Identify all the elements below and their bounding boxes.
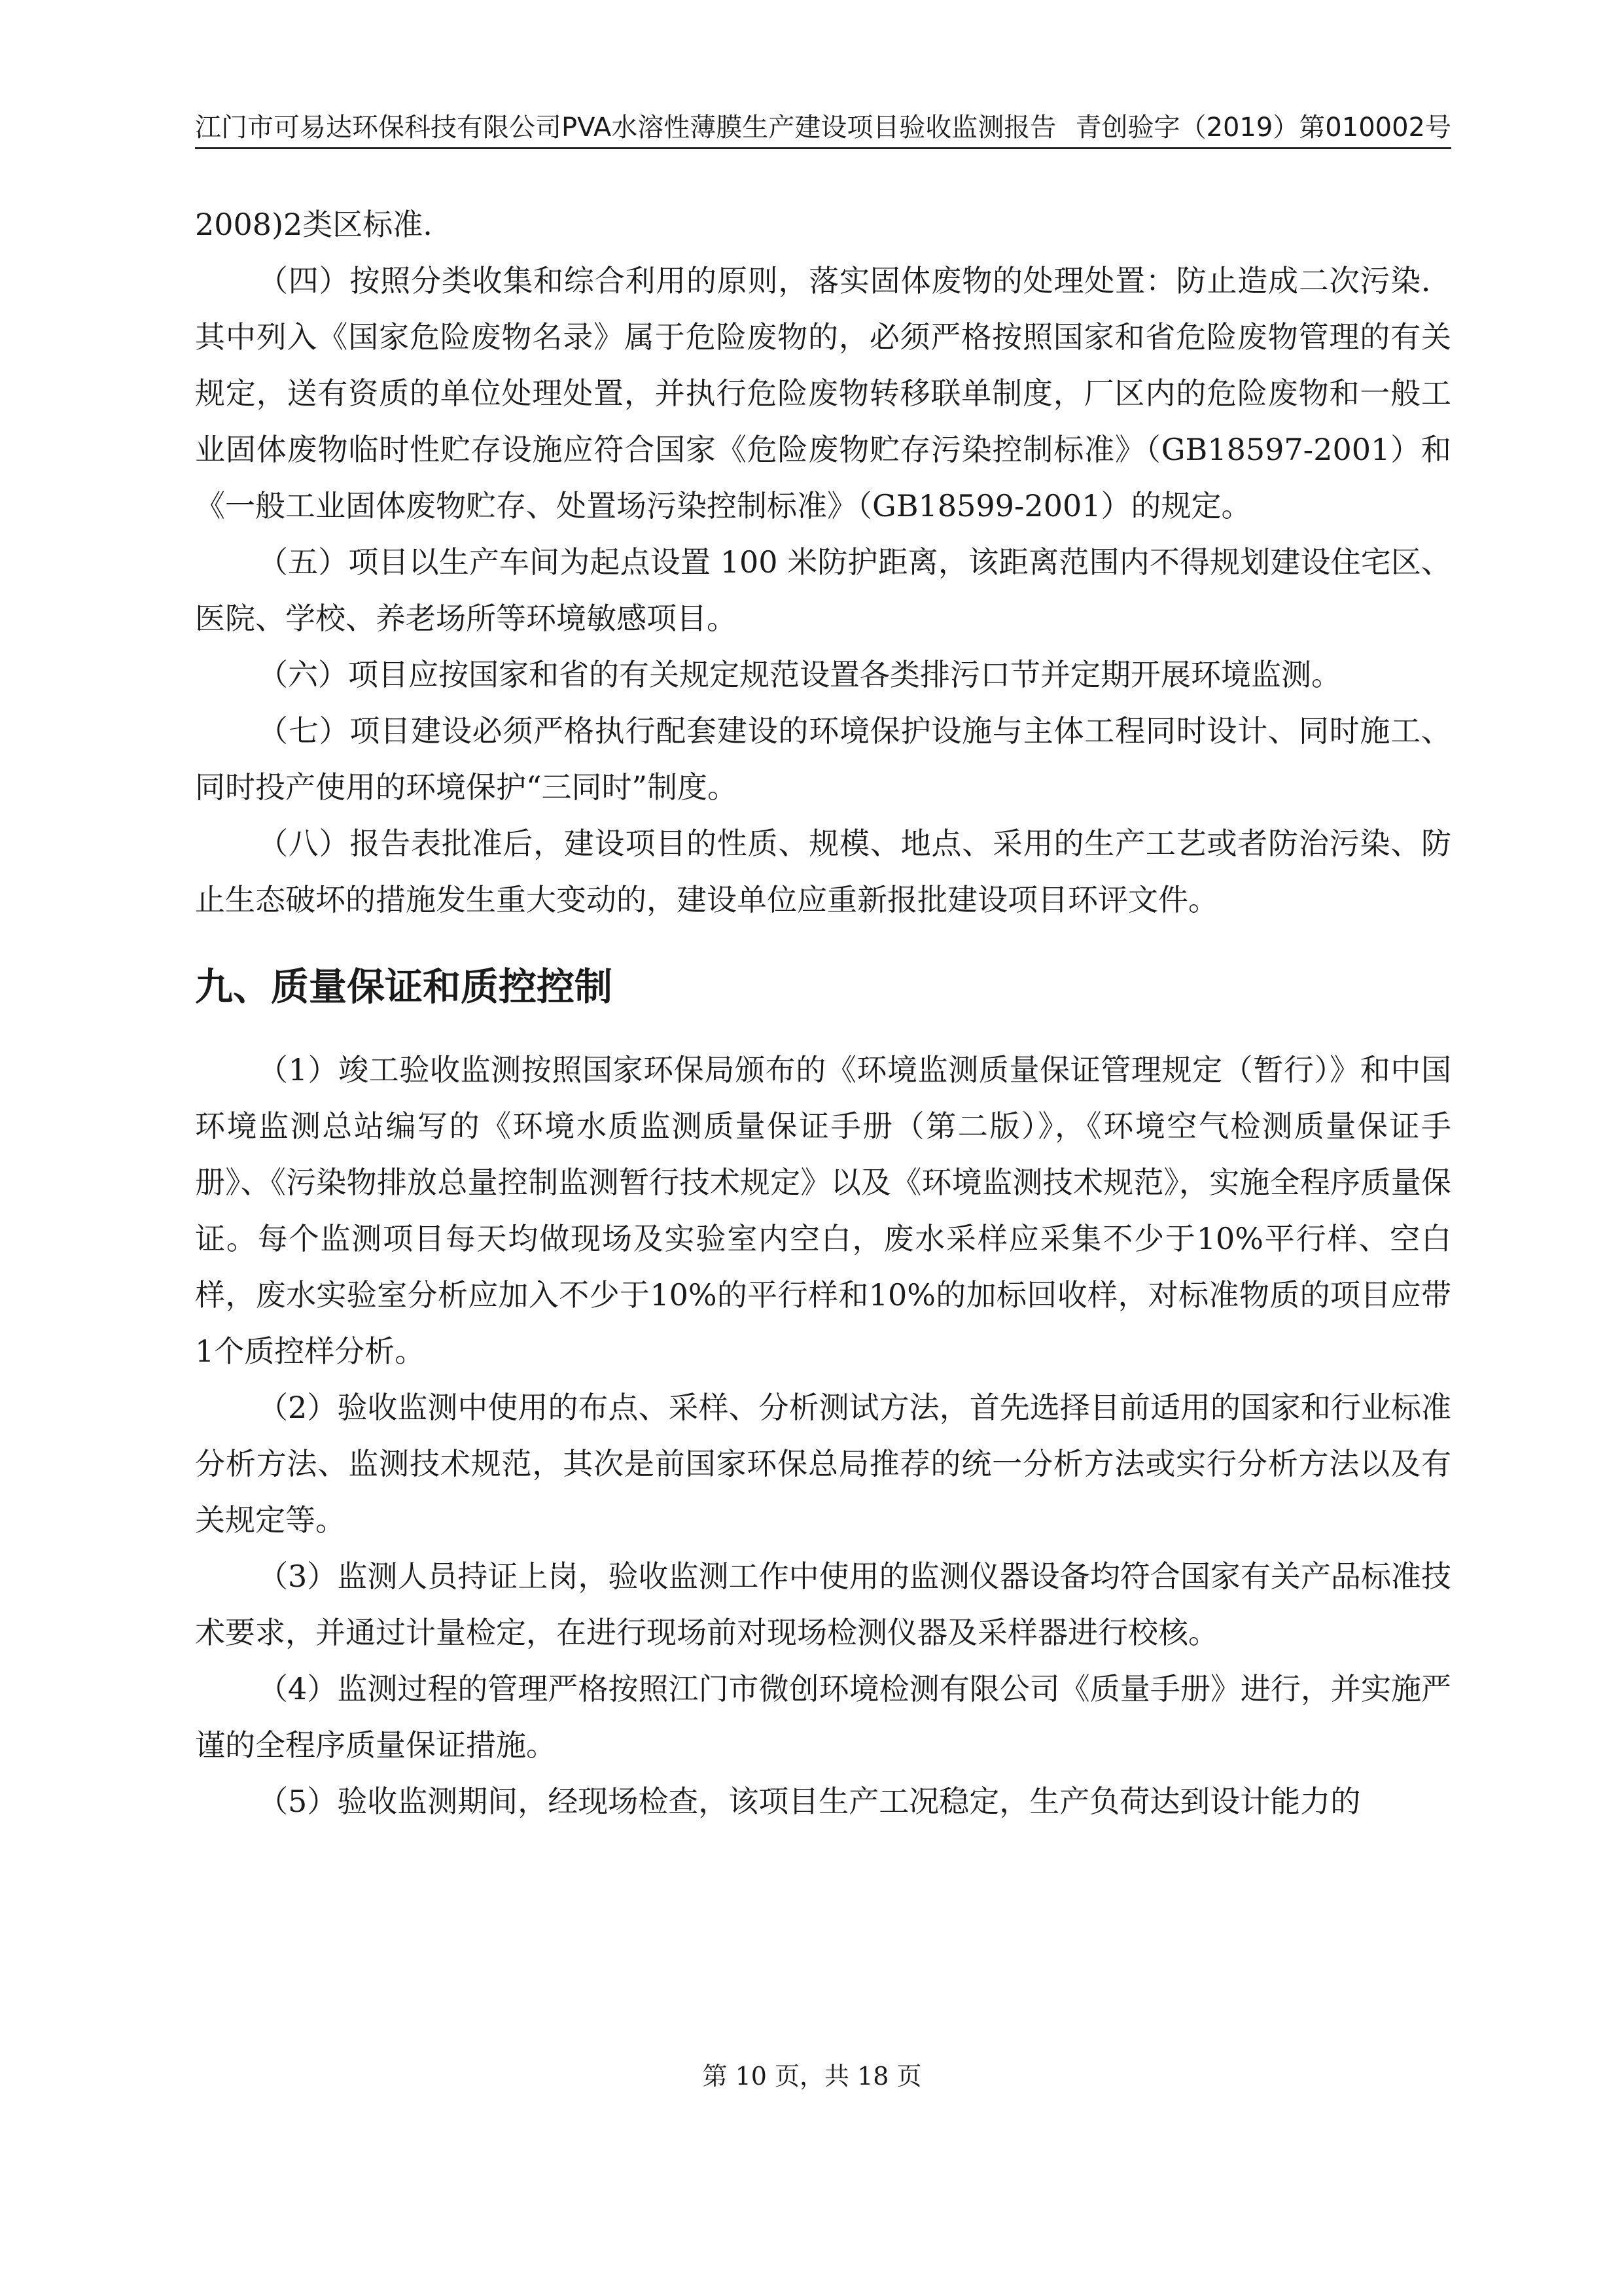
paragraph-item-7: （七）项目建设必须严格执行配套建设的环境保护设施与主体工程同时设计、同时施工、同时投产使用的环境保护“三同时”制度。 bbox=[195, 713, 1451, 805]
paragraph-qa-5: （5）验收监测期间，经现场检查，该项目生产工况稳定，生产负荷达到设计能力的 bbox=[258, 1784, 1361, 1819]
page-header bbox=[195, 110, 1451, 149]
paragraph-item-4: （四）按照分类收集和综合利用的原则，落实固体废物的处理处置：防止造成二次污染．其中列入《国家危险废物名录》属于危险废物的，必须严格按照国家和省危险废物管理的有关规定，送有资质的单位处理处置，并执行危险废物转移联单制度，厂区内的危险废物和一般工业固体废物临时性贮存设施应符合国家《危险废物贮存污染控制标准》（GB18597-2001）和《一般工业固体废物贮存、处置场污染控制标准》（GB18599-2001）的规定。 bbox=[195, 263, 1451, 523]
paragraph-qa-3: （3）监测人员持证上岗，验收监测工作中使用的监测仪器设备均符合国家有关产品标准技术要求，并通过计量检定，在进行现场前对现场检测仪器及采样器进行校核。 bbox=[195, 1559, 1451, 1650]
header-title: 江门市可易达环保科技有限公司PVA水溶性薄膜生产建设项目验收监测报告 bbox=[195, 113, 1057, 143]
section-heading: 九、质量保证和质控控制 bbox=[195, 964, 613, 1009]
paragraph-item-8: （八）报告表批准后，建设项目的性质、规模、地点、采用的生产工艺或者防治污染、防止生态破坏的措施发生重大变动的，建设单位应重新报批建设项目环评文件。 bbox=[195, 826, 1451, 917]
paragraph-qa-4: （4）监测过程的管理严格按照江门市微创环境检测有限公司《质量手册》进行，并实施严谨的全程序质量保证措施。 bbox=[195, 1671, 1451, 1763]
paragraph-item-5: （五）项目以生产车间为起点设置 100 米防护距离，该距离范围内不得规划建设住宅区、医院、学校、养老场所等环境敏感项目。 bbox=[195, 544, 1451, 636]
paragraph-item-6: （六）项目应按国家和省的有关规定规范设置各类排污口节并定期开展环境监测。 bbox=[258, 657, 1341, 692]
paragraph-continuation: 2008)2类区标准. bbox=[195, 207, 432, 242]
paragraph-qa-1: （1）竣工验收监测按照国家环保局颁布的《环境监测质量保证管理规定（暂行）》和中国环境监测总站编写的《环境水质监测质量保证手册（第二版）》，《环境空气检测质量保证手册》、《污染物排放总量控制监测暂行技术规定》以及《环境监测技术规范》，实施全程序质量保证。每个监测项目每天均做现场及实验室内空白，废水采样应采集不少于10%平行样、空白样，废水实验室分析应加入不少于10%的平行样和10%的加标回收样，对标准物质的项目应带1个质控样分析。 bbox=[195, 1052, 1451, 1369]
paragraph-qa-2: （2）验收监测中使用的布点、采样、分析测试方法，首先选择目前适用的国家和行业标准分析方法、监测技术规范，其次是前国家环保总局推荐的统一分析方法或实行分析方法以及有关规定等。 bbox=[195, 1390, 1451, 1538]
document-body bbox=[195, 196, 1451, 1829]
header-report-number: 青创验字（2019）第010002号 bbox=[1075, 113, 1451, 143]
page-footer: 第 10 页，共 18 页 bbox=[702, 2062, 922, 2091]
